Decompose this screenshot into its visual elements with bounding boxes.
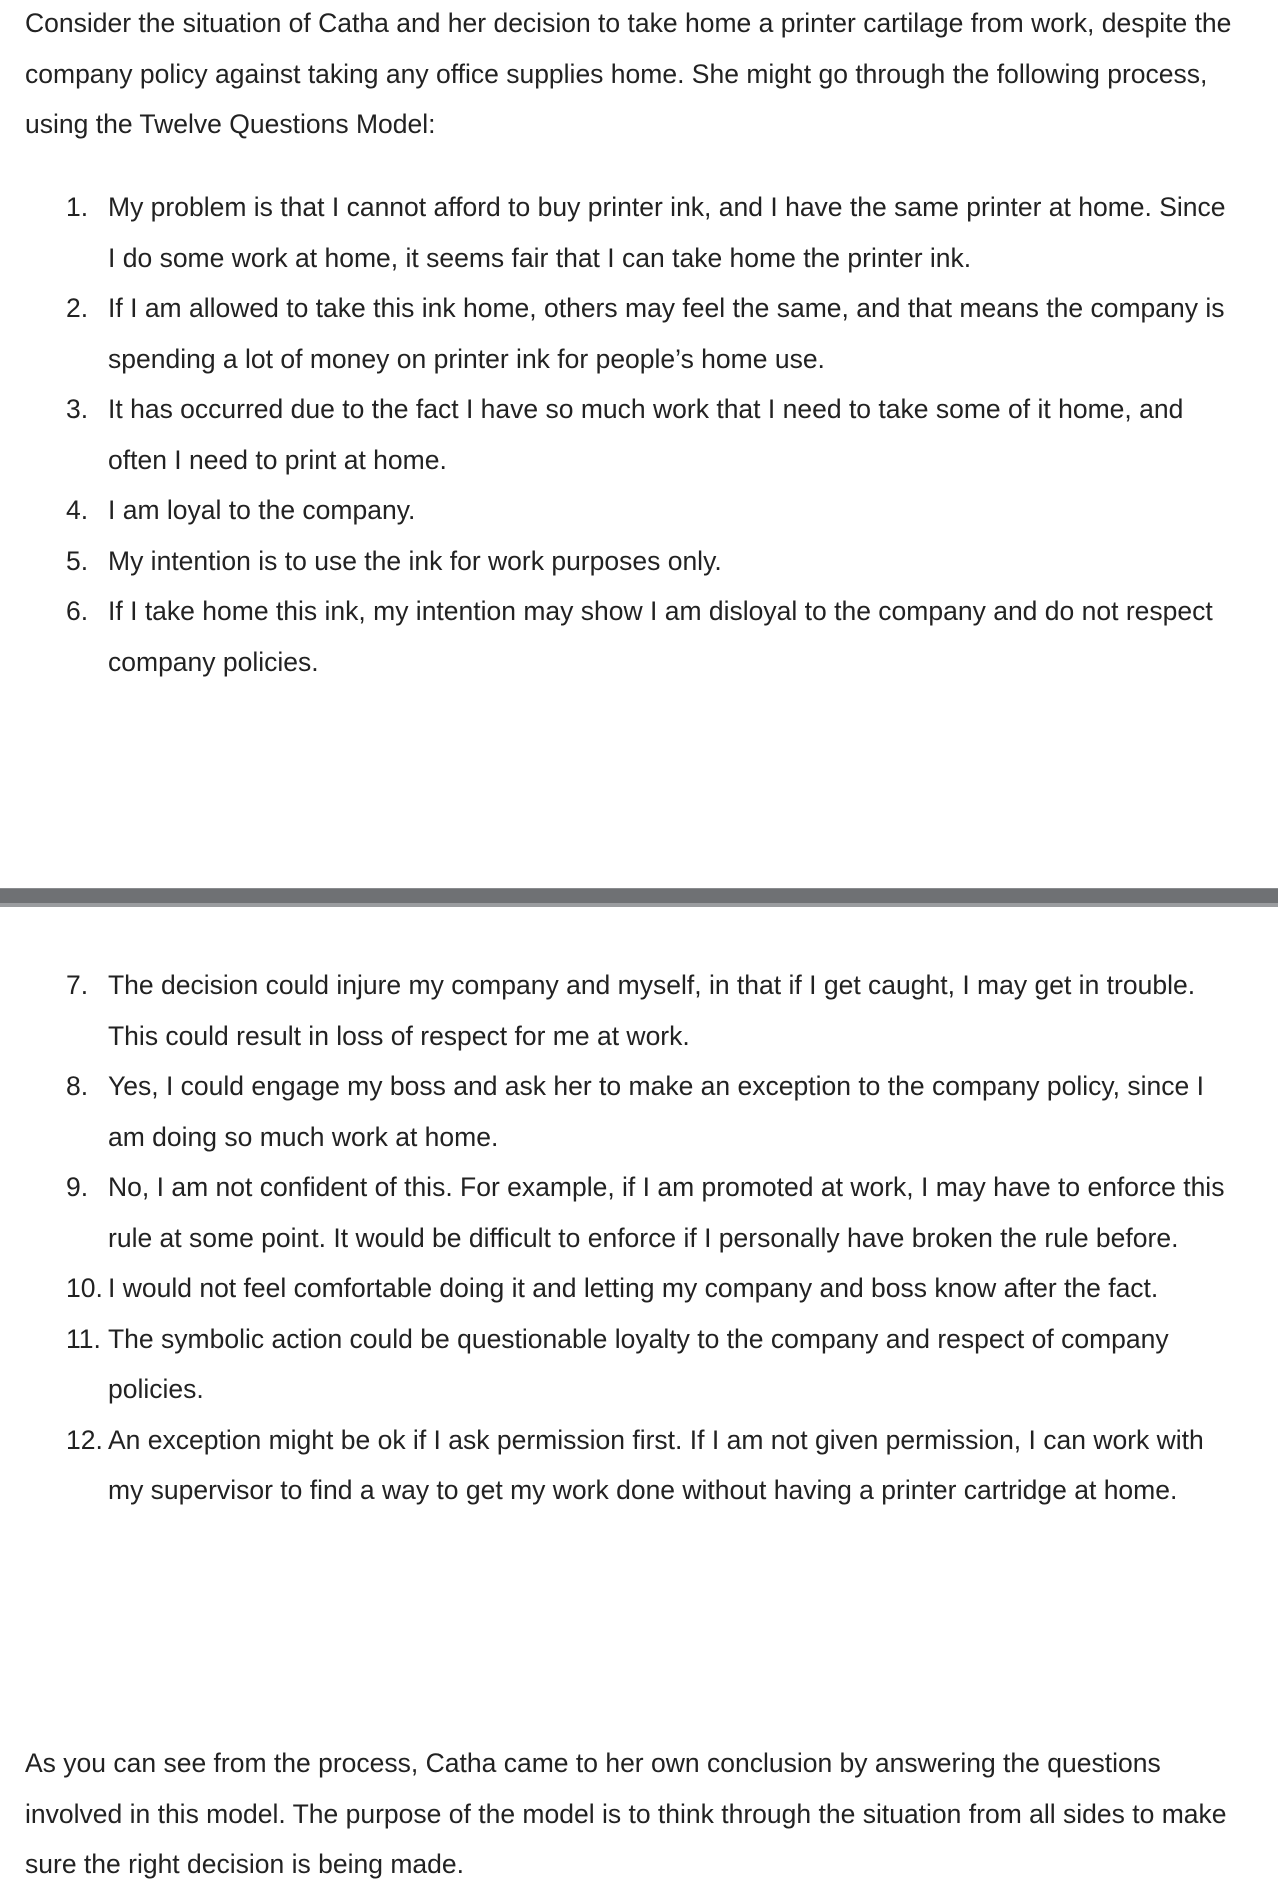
intro-paragraph: Consider the situation of Catha and her decision to take home a printer cartilage from work, despite the company policy against taking any office supplies home. She might go through the following process, using the Twelve Questions Model: (25, 8, 1232, 139)
list-item-text: My intention is to use the ink for work purposes only. (108, 545, 722, 576)
list-item-text: The decision could injure my company and myself, in that if I get caught, I may get in trouble. This could result in loss of respect for me at work. (108, 970, 1196, 1051)
question-list-part-two (0, 960, 1278, 1516)
list-item-text: If I take home this ink, my intention may show I am disloyal to the company and do not respect company policies. (108, 596, 1213, 677)
list-item-number: 9. (66, 1172, 89, 1202)
list-item-text: An exception might be ok if I ask permission first. If I am not given permission, I can work with my supervisor to find a way to get my work done without having a printer cartridge at home. (108, 1424, 1204, 1505)
list-item (0, 1061, 1238, 1162)
list-item-number: 2. (66, 293, 89, 323)
list-item (0, 485, 1238, 536)
document-page-top (0, 0, 1278, 888)
list-item-number: 6. (66, 596, 89, 626)
page-break-divider (0, 888, 1278, 907)
list-item-number: 10. (66, 1273, 103, 1303)
list-item (0, 283, 1238, 384)
list-item (0, 1415, 1238, 1516)
list-item (0, 182, 1238, 283)
list-item-number: 5. (66, 545, 89, 576)
document-page-bottom (0, 907, 1278, 1900)
list-item-number: 7. (66, 970, 89, 1000)
list-item-text: Yes, I could engage my boss and ask her to make an exception to the company policy, since I am doing so much work at home. (108, 1071, 1204, 1152)
list-item-text: It has occurred due to the fact I have so much work that I need to take some of it home, and often I need to print at home. (108, 394, 1184, 475)
list-item-text: If I am allowed to take this ink home, others may feel the same, and that means the company is spending a lot of money on printer ink for people’s home use. (108, 293, 1225, 374)
list-item (0, 1162, 1238, 1263)
conclusion-paragraph: As you can see from the process, Catha came to her own conclusion by answering the questions involved in this model. The purpose of the model is to think through the situation from all sides to make sure the right decision is being made. (25, 1748, 1227, 1879)
list-item (0, 384, 1238, 485)
list-item (0, 536, 1238, 587)
list-item-number: 11. (66, 1323, 101, 1354)
list-item-text: I am loyal to the company. (108, 495, 416, 525)
list-item-number: 1. (66, 192, 89, 222)
list-item-number: 3. (66, 394, 89, 424)
list-item-text: My problem is that I cannot afford to buy printer ink, and I have the same printer at home. Since I do some work at home, it seems fair that I can take home the printer ink. (108, 192, 1226, 273)
list-item-text: The symbolic action could be questionable loyalty to the company and respect of company policies. (108, 1323, 1169, 1404)
list-item-text: No, I am not confident of this. For example, if I am promoted at work, I may have to enforce this rule at some point. It would be difficult to enforce if I personally have broken the rule before. (108, 1172, 1225, 1253)
list-item-text: I would not feel comfortable doing it and letting my company and boss know after the fact. (108, 1273, 1159, 1303)
question-list-part-one (0, 182, 1278, 687)
list-item (0, 1263, 1238, 1314)
list-item-number: 4. (66, 495, 89, 525)
list-item (0, 960, 1238, 1061)
list-item (0, 586, 1238, 687)
list-item (0, 1314, 1238, 1415)
list-item-number: 12. (66, 1424, 103, 1455)
list-item-number: 8. (66, 1071, 89, 1101)
